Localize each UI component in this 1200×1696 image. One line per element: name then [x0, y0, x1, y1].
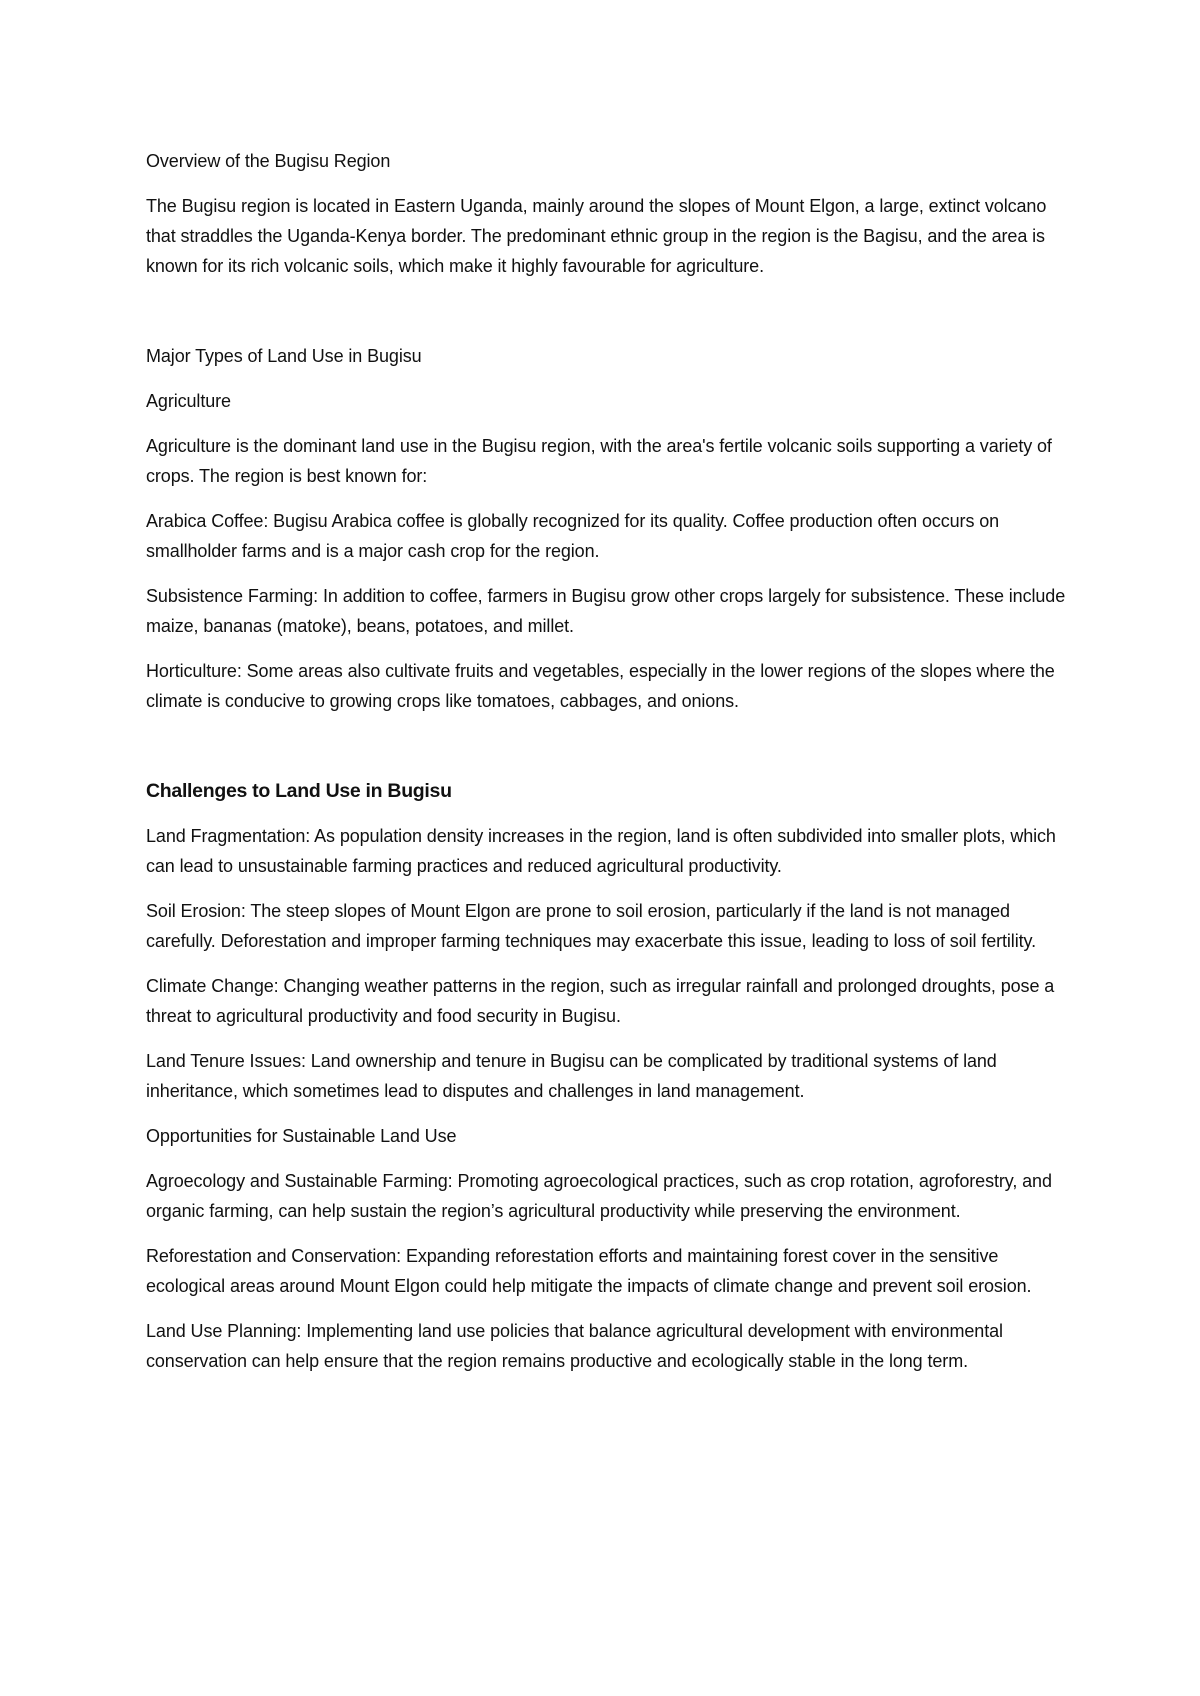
- document-page: [146, 146, 1066, 1376]
- erosion-paragraph: Soil Erosion: The steep slopes of Mount Elgon are prone to soil erosion, particularly if the land is not managed carefully. Deforestation and improper farming techniques may exacerbate this issue, leading to loss of soil fertility.: [146, 901, 1036, 951]
- climate-paragraph: Climate Change: Changing weather patterns in the region, such as irregular rainfall and prolonged droughts, pose a threat to agricultural productivity and food security in Bugisu.: [146, 976, 1055, 1026]
- fragmentation-paragraph: Land Fragmentation: As population density increases in the region, land is often subdivided into smaller plots, which can lead to unsustainable farming practices and reduced agricultural productivity.: [146, 826, 1056, 876]
- overview-paragraph: The Bugisu region is located in Eastern Uganda, mainly around the slopes of Mount Elgon, a large, extinct volcano that straddles the Uganda-Kenya border. The predominant ethnic group in the region is the Bagisu, and the area is known for its rich volcanic soils, which make it highly favourable for agriculture.: [146, 196, 1047, 276]
- overview-heading: Overview of the Bugisu Region: [146, 151, 391, 171]
- planning-paragraph: Land Use Planning: Implementing land use policies that balance agricultural development with environmental conservation can help ensure that the region remains productive and ecologically stable in the long term.: [146, 1321, 1003, 1371]
- tenure-paragraph: Land Tenure Issues: Land ownership and tenure in Bugisu can be complicated by traditional systems of land inheritance, which sometimes lead to disputes and challenges in land management.: [146, 1051, 997, 1101]
- agriculture-heading: Agriculture: [146, 391, 231, 411]
- reforestation-paragraph: Reforestation and Conservation: Expanding reforestation efforts and maintaining forest cover in the sensitive ecological areas around Mount Elgon could help mitigate the impacts of climate change and prevent soil erosion.: [146, 1246, 1032, 1296]
- challenges-heading: Challenges to Land Use in Bugisu: [146, 780, 452, 802]
- agroecology-paragraph: Agroecology and Sustainable Farming: Promoting agroecological practices, such as crop rotation, agroforestry, and organic farming, can help sustain the region’s agricultural productivity while preserving the environment.: [146, 1171, 1052, 1221]
- agriculture-paragraph: Agriculture is the dominant land use in the Bugisu region, with the area's fertile volcanic soils supporting a variety of crops. The region is best known for:: [146, 436, 1052, 486]
- land-use-heading: Major Types of Land Use in Bugisu: [146, 346, 422, 366]
- subsistence-paragraph: Subsistence Farming: In addition to coffee, farmers in Bugisu grow other crops largely for subsistence. These include maize, bananas (matoke), beans, potatoes, and millet.: [146, 586, 1066, 636]
- opportunities-heading: Opportunities for Sustainable Land Use: [146, 1126, 457, 1146]
- coffee-paragraph: Arabica Coffee: Bugisu Arabica coffee is globally recognized for its quality. Coffee production often occurs on smallholder farms and is a major cash crop for the region.: [146, 511, 1000, 561]
- horticulture-paragraph: Horticulture: Some areas also cultivate fruits and vegetables, especially in the lower regions of the slopes where the climate is conducive to growing crops like tomatoes, cabbages, and onions.: [146, 661, 1055, 711]
